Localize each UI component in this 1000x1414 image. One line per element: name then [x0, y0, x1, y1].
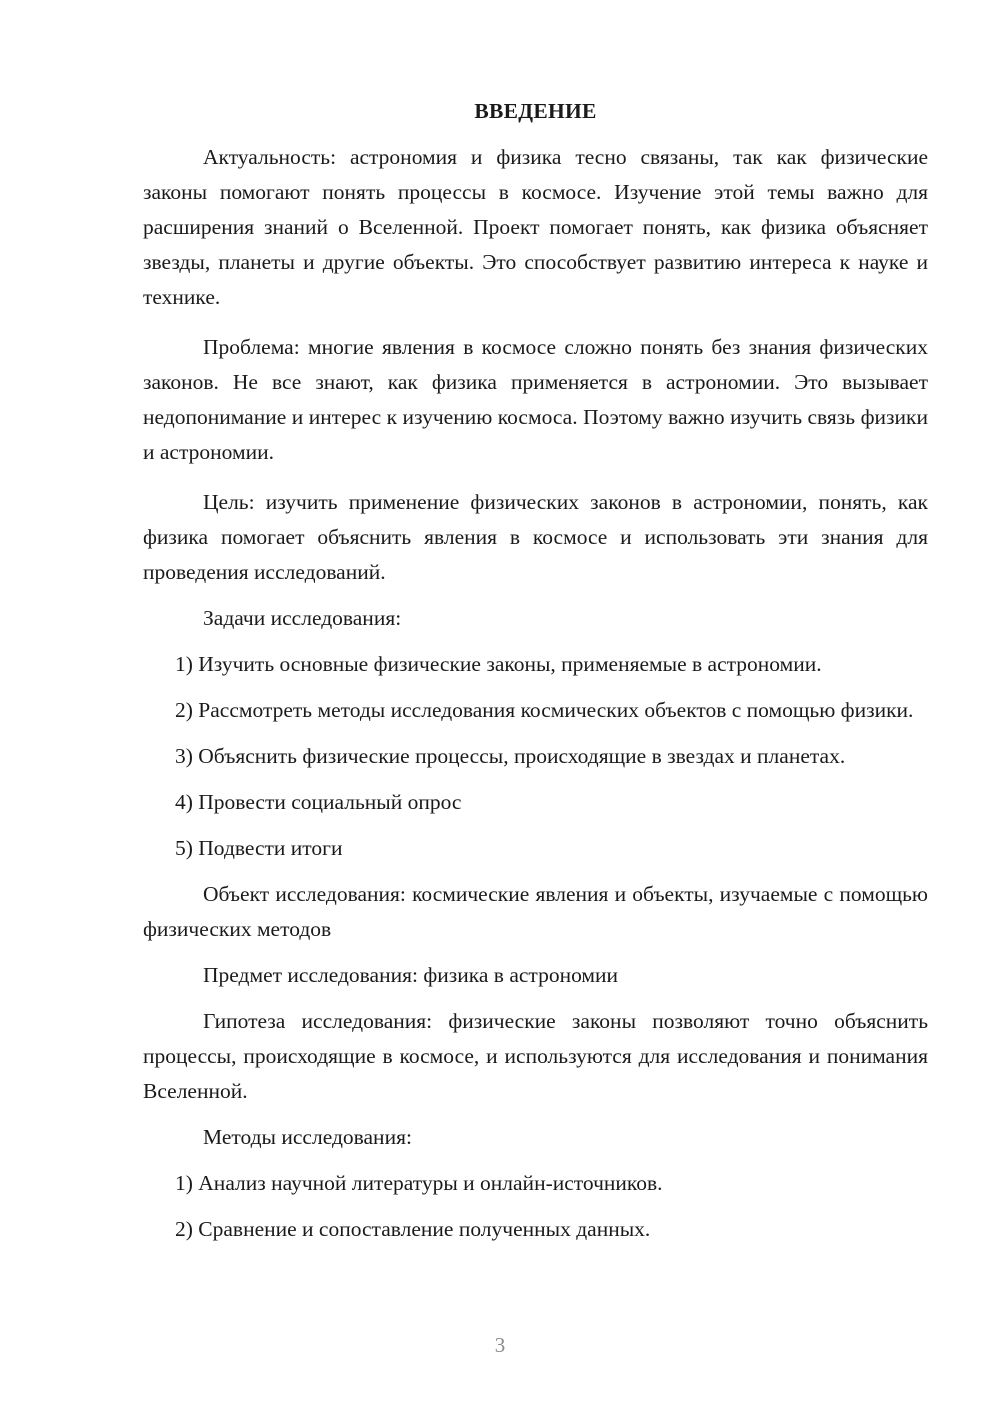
task-item: 3) Объяснить физические процессы, происходящие в звездах и планетах.	[175, 744, 846, 768]
subject-paragraph: Предмет исследования: физика в астрономии	[203, 963, 619, 987]
page-number: 3	[494, 1333, 506, 1357]
tasks-heading: Задачи исследования:	[203, 606, 402, 630]
task-item: 2) Рассмотреть методы исследования космических объектов с помощью физики.	[175, 698, 914, 722]
method-item: 1) Анализ научной литературы и онлайн-источников.	[175, 1171, 663, 1195]
object-paragraph: Объект исследования: космические явления и объекты, изучаемые с помощью физических методов	[143, 882, 928, 941]
method-item: 2) Сравнение и сопоставление полученных данных.	[175, 1217, 651, 1241]
problem-paragraph: Проблема: многие явления в космосе сложно понять без знания физических законов. Не все знают, как физика применяется в астрономии. Это вызывает недопонимание и интерес к изучению космоса. Поэтому важно изучить связь физики и астрономии.	[143, 335, 928, 464]
relevance-paragraph: Актуальность: астрономия и физика тесно связаны, так как физические законы помогают понять процессы в космосе. Изучение этой темы важно для расширения знаний о Вселенной. Проект помогает понять, как физика объясняет звезды, планеты и другие объекты. Это способствует развитию интереса к науке и технике.	[143, 145, 928, 309]
task-item: 1) Изучить основные физические законы, применяемые в астрономии.	[175, 652, 822, 676]
goal-paragraph: Цель: изучить применение физических законов в астрономии, понять, как физика помогает объяснить явления в космосе и использовать эти знания для проведения исследований.	[143, 490, 928, 584]
section-heading: ВВЕДЕНИЕ	[474, 99, 597, 123]
document-page	[143, 96, 928, 1247]
hypothesis-paragraph: Гипотеза исследования: физические законы позволяют точно объяснить процессы, происходящие в космосе, и используются для исследования и понимания Вселенной.	[143, 1009, 928, 1103]
task-item: 4) Провести социальный опрос	[175, 790, 462, 814]
task-item: 5) Подвести итоги	[175, 836, 343, 860]
methods-heading: Методы исследования:	[203, 1125, 412, 1149]
